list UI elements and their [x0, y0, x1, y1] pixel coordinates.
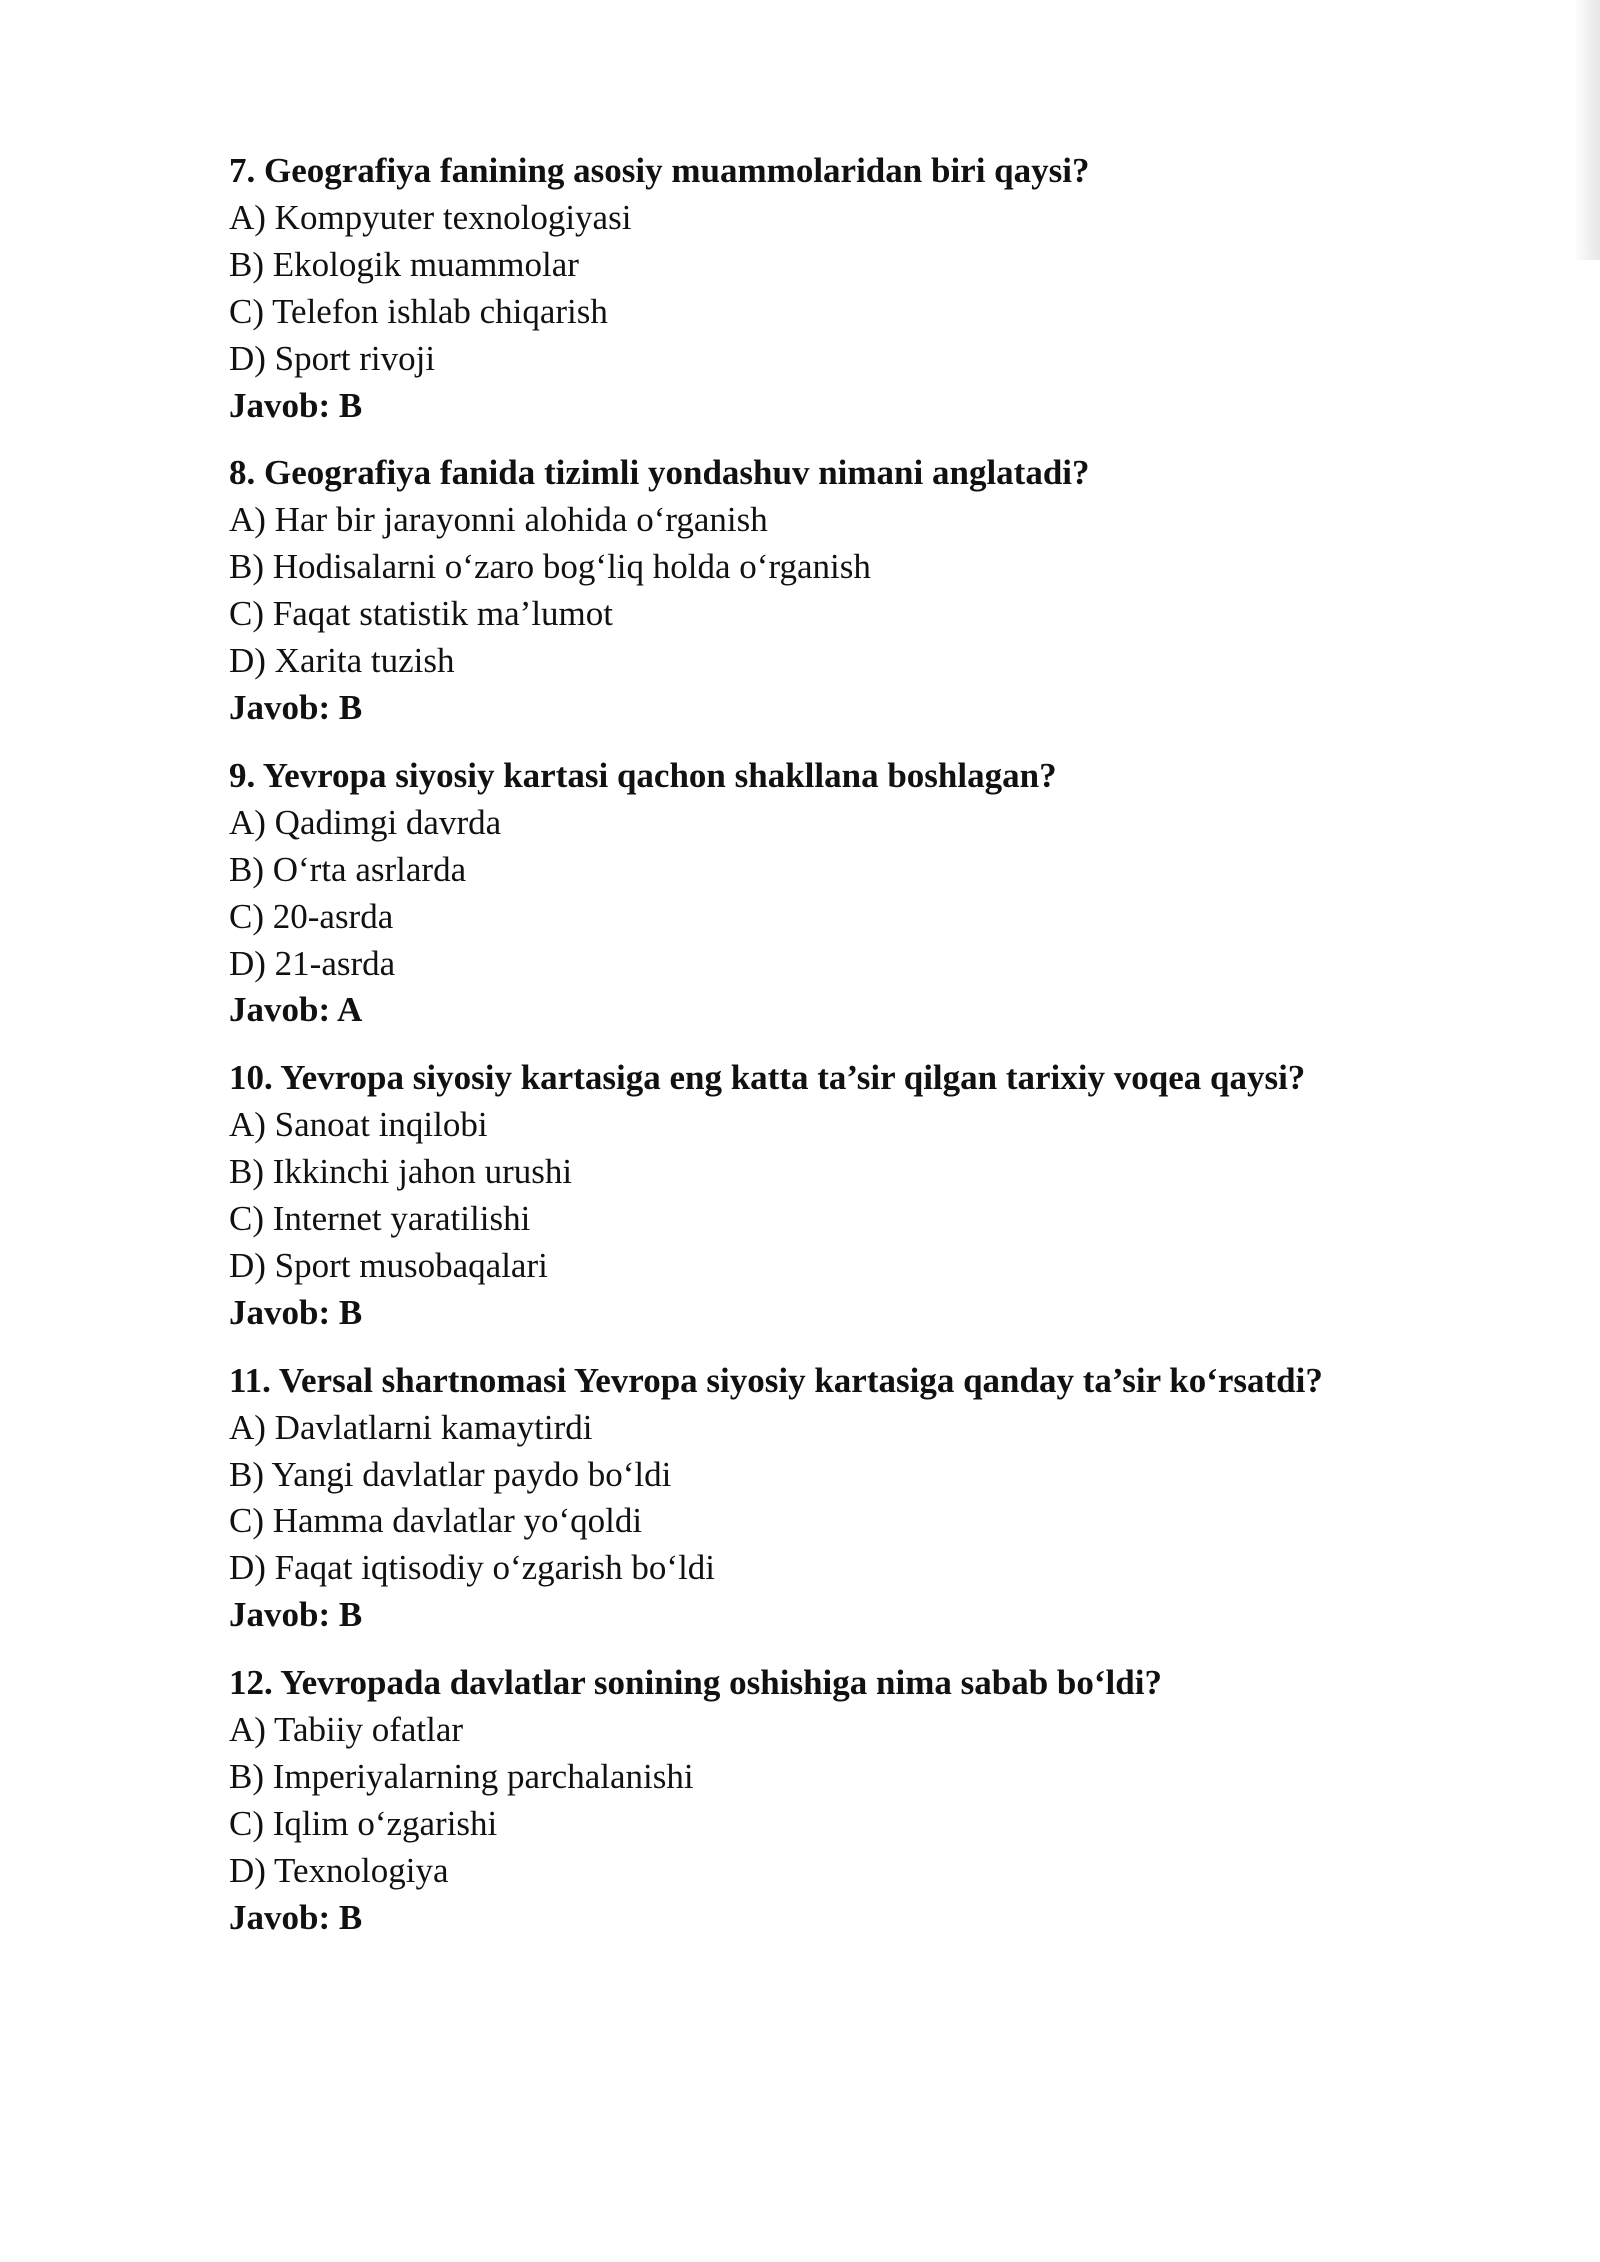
- answer-option-c: C) Internet yaratilishi: [229, 1199, 531, 1239]
- question-title: 12. Yevropada davlatlar sonining oshishiga nima sabab bo‘ldi?: [229, 1663, 1162, 1703]
- answer-option-a: A) Kompyuter texnologiyasi: [229, 197, 632, 237]
- question-title: 10. Yevropa siyosiy kartasiga eng katta ta’sir qilgan tarixiy voqea qaysi?: [229, 1058, 1306, 1098]
- question-block-10: [229, 1055, 1479, 1336]
- question-block-12: [229, 1660, 1479, 1941]
- answer-option-b: B) Hodisalarni o‘zaro bog‘liq holda o‘rganish: [229, 547, 871, 587]
- answer-option-b: B) Imperiyalarning parchalanishi: [229, 1757, 694, 1796]
- answer-option-a: A) Qadimgi davrda: [229, 802, 502, 842]
- question-block-7: [229, 148, 1479, 429]
- correct-answer: Javob: B: [229, 1897, 363, 1937]
- answer-option-a: A) Tabiiy ofatlar: [229, 1710, 464, 1750]
- question-block-9: [229, 753, 1479, 1034]
- question-title: 8. Geografiya fanida tizimli yondashuv nimani anglatadi?: [229, 453, 1090, 493]
- answer-option-a: A) Sanoat inqilobi: [229, 1105, 488, 1145]
- answer-option-d: D) Texnologiya: [229, 1850, 449, 1890]
- answer-option-d: D) Sport musobaqalari: [229, 1245, 548, 1285]
- answer-option-a: A) Har bir jarayonni alohida o‘rganish: [229, 500, 768, 540]
- quiz-content: [229, 148, 1479, 1963]
- answer-option-a: A) Davlatlarni kamaytirdi: [229, 1407, 593, 1447]
- answer-option-b: B) Ekologik muammolar: [229, 244, 579, 284]
- answer-option-c: C) Hamma davlatlar yo‘qoldi: [229, 1501, 643, 1541]
- answer-option-d: D) Sport rivoji: [229, 338, 436, 378]
- answer-option-b: B) Yangi davlatlar paydo bo‘ldi: [229, 1454, 672, 1494]
- question-title: 7. Geografiya fanining asosiy muammolaridan biri qaysi?: [229, 151, 1090, 190]
- answer-option-c: C) 20-asrda: [229, 896, 394, 936]
- question-block-8: [229, 450, 1479, 731]
- question-block-11: [229, 1358, 1479, 1639]
- answer-option-c: C) Faqat statistik ma’lumot: [229, 594, 613, 634]
- correct-answer: Javob: B: [229, 1292, 363, 1332]
- question-title: 9. Yevropa siyosiy kartasi qachon shakllana boshlagan?: [229, 755, 1057, 795]
- answer-option-d: D) Xarita tuzish: [229, 641, 455, 681]
- answer-option-b: B) O‘rta asrlarda: [229, 849, 467, 889]
- correct-answer: Javob: B: [229, 385, 363, 425]
- page-edge-shadow: [1574, 0, 1600, 260]
- answer-option-d: D) 21-asrda: [229, 943, 396, 983]
- answer-option-c: C) Iqlim o‘zgarishi: [229, 1803, 498, 1843]
- correct-answer: Javob: B: [229, 1595, 363, 1635]
- question-title: 11. Versal shartnomasi Yevropa siyosiy kartasiga qanday ta’sir ko‘rsatdi?: [229, 1360, 1323, 1400]
- correct-answer: Javob: A: [229, 990, 363, 1030]
- answer-option-c: C) Telefon ishlab chiqarish: [229, 291, 608, 331]
- correct-answer: Javob: B: [229, 687, 363, 727]
- answer-option-b: B) Ikkinchi jahon urushi: [229, 1152, 573, 1192]
- answer-option-d: D) Faqat iqtisodiy o‘zgarish bo‘ldi: [229, 1548, 716, 1588]
